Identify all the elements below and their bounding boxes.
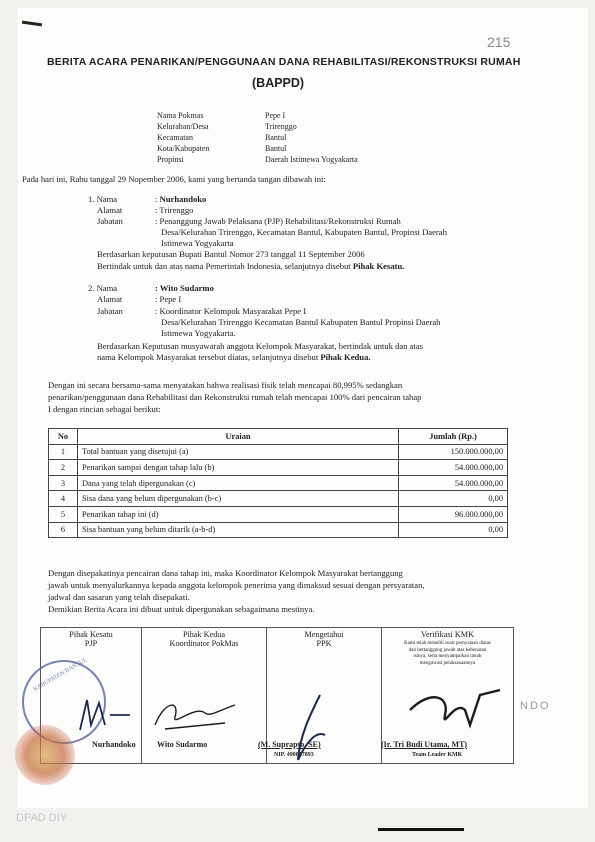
signature-block-pjp: Pihak Kesatu PJP bbox=[41, 628, 142, 764]
document-subtitle: (BAPPD) bbox=[252, 76, 305, 90]
closing-line3: jadwal dan sasaran yang telah disepakati. bbox=[48, 592, 190, 602]
side-stamp-fragment: NDO bbox=[520, 700, 551, 712]
corner-number: 215 bbox=[487, 34, 511, 50]
party2-basis: Berdasarkan Keputusan musyawarah anggota Kelompok Masyarakat, bertindak untuk dan atas bbox=[97, 341, 423, 351]
closing-line2: jawab untuk menyalurkannya kepada anggota kelompok penerima yang dimaksud sesuai dengan persyaratan, bbox=[48, 580, 425, 590]
signature-nip-ppk: NIP. 490017893 bbox=[274, 752, 314, 758]
table-row: 6 Sisa bantuan yang belum ditarik (a-b-d) 0,00 bbox=[49, 522, 508, 538]
party1-jabatan-line2: Desa/Kelurahan Trirenggo, Kecamatan Bantul, Kabupaten Bantul, Propinsi Daerah bbox=[161, 227, 447, 237]
party2-jabatan-line2: Desa/Kelurahan Trirenggo Kecamatan Bantul Kabupaten Bantul Propinsi Daerah bbox=[161, 317, 441, 327]
party2-jabatan-label: Jabatan bbox=[97, 306, 123, 316]
party2-jabatan-line3: Istimewa Yogyakarta. bbox=[161, 328, 236, 338]
party1-name: : Nurhandoko bbox=[155, 194, 207, 204]
closing-line1: Dengan disepakatinya pencairan dana tahap ini, maka Koordinator Kelompok Masyarakat bertanggung bbox=[48, 568, 403, 578]
handwritten-signature-ppk bbox=[280, 690, 340, 770]
party1-alamat-label: Alamat bbox=[97, 205, 123, 215]
statement-line1: Dengan ini secara bersama-sama menyatakan bahwa realisasi fisik telah mencapai 80,995% sedangkan bbox=[48, 380, 403, 390]
table-row: 1 Total bantuan yang disetujui (a) 150.000.000,00 bbox=[49, 444, 508, 460]
party2-role: nama Kelompok Masyarakat tersebut diatas, selanjutnya disebut Pihak Kedua. bbox=[97, 352, 371, 362]
statement-line3: I dengan rincian sebagai berikut: bbox=[48, 404, 161, 414]
handwritten-signature-pjp bbox=[75, 695, 135, 740]
bottom-bar bbox=[378, 828, 464, 831]
party1-alamat: : Trirenggo bbox=[155, 205, 194, 215]
party2-jabatan-line1: : Koordinator Kelompok Masyarakat Pepe I bbox=[155, 306, 307, 316]
table-header-row bbox=[49, 429, 508, 445]
col-jumlah-header: Jumlah (Rp.) bbox=[399, 429, 508, 445]
document-title: BERITA ACARA PENARIKAN/PENGGUNAAN DANA REHABILITASI/REKONSTRUKSI RUMAH bbox=[47, 56, 521, 68]
signature-block-pokmas: Pihak Kedua Koordinator PokMas bbox=[142, 628, 267, 764]
party1-number: 1. Nama bbox=[88, 194, 118, 204]
party1-jabatan-label: Jabatan bbox=[97, 216, 123, 226]
watermark: DPAD DIY bbox=[16, 812, 68, 824]
handwritten-signature-kmk bbox=[400, 680, 510, 740]
table-row: 4 Sisa dana yang belum dipergunakan (b-c) 0,00 bbox=[49, 491, 508, 507]
party1-role: Bertindak untuk dan atas nama Pemerintah Indonesia, selanjutnya disebut Pihak Kesatu. bbox=[97, 261, 405, 271]
col-no-header: No bbox=[49, 429, 78, 445]
table-row: 5 Penarikan tahap ini (d) 96.000.000,00 bbox=[49, 506, 508, 522]
signature-name-kmk: (Ir. Tri Budi Utama, MT) bbox=[381, 740, 468, 749]
kmk-note: Kami telah meneliti surat pernyataan diatas dan bertanggung jawab atas kebenaran isinya, serta menyampaikan untuk mengawasi pelaksanaannya bbox=[404, 641, 491, 666]
official-stamp: KABUPATEN BANTUL bbox=[22, 660, 106, 744]
party1-jabatan-line1: : Penanggung Jawab Pelaksana (PJP) Rehabilitasi/Rekonstruksi Rumah bbox=[155, 216, 401, 226]
rincian-table bbox=[48, 428, 508, 538]
party2-number: 2. Nama bbox=[88, 283, 118, 293]
signature-sub-kmk: Team Leader KMK bbox=[412, 752, 463, 758]
handwritten-signature-pokmas bbox=[150, 695, 240, 735]
signature-name-pjp: Nurhandoko bbox=[92, 740, 136, 749]
signature-name-ppk: (M. Suprapto, SE) bbox=[258, 740, 321, 749]
col-uraian-header: Uraian bbox=[78, 429, 399, 445]
signature-block-ppk: Mengetahui PPK bbox=[267, 628, 382, 764]
party1-jabatan-line3: Istimewa Yogyakarta bbox=[161, 238, 234, 248]
signature-name-pokmas: Wito Sudarmo bbox=[157, 740, 208, 749]
party2-name: : Wito Sudarmo bbox=[155, 283, 214, 293]
table-row: 2 Penarikan sampai dengan tahap lalu (b) 54.000.000,00 bbox=[49, 460, 508, 476]
table-row: 3 Dana yang telah dipergunakan (c) 54.000.000,00 bbox=[49, 475, 508, 491]
opening-sentence: Pada hari ini, Rabu tanggal 29 Nopember 2006, kami yang bertanda tangan dibawah ini: bbox=[22, 174, 326, 184]
statement-line2: penarikan/penggunaan dana Rehabilitasi dan Rekonstruksi rumah telah mencapai 100% dari pencairan tahap bbox=[48, 392, 422, 402]
signature-block-kmk: Verifikasi KMK Kami telah meneliti surat pernyataan diatas dan bertanggung jawab atas kebenaran isinya, serta menyampaikan untuk mengawasi pelaksanaannya bbox=[382, 628, 514, 764]
party1-basis: Berdasarkan keputusan Bupati Bantul Nomor 273 tanggal 11 September 2006 bbox=[97, 249, 365, 259]
party2-alamat: : Pepe I bbox=[155, 294, 182, 304]
party2-alamat-label: Alamat bbox=[97, 294, 123, 304]
closing-line4: Demikian Berita Acara ini dibuat untuk dipergunakan sebagaimana mestinya. bbox=[48, 604, 315, 614]
red-seal bbox=[15, 725, 75, 785]
